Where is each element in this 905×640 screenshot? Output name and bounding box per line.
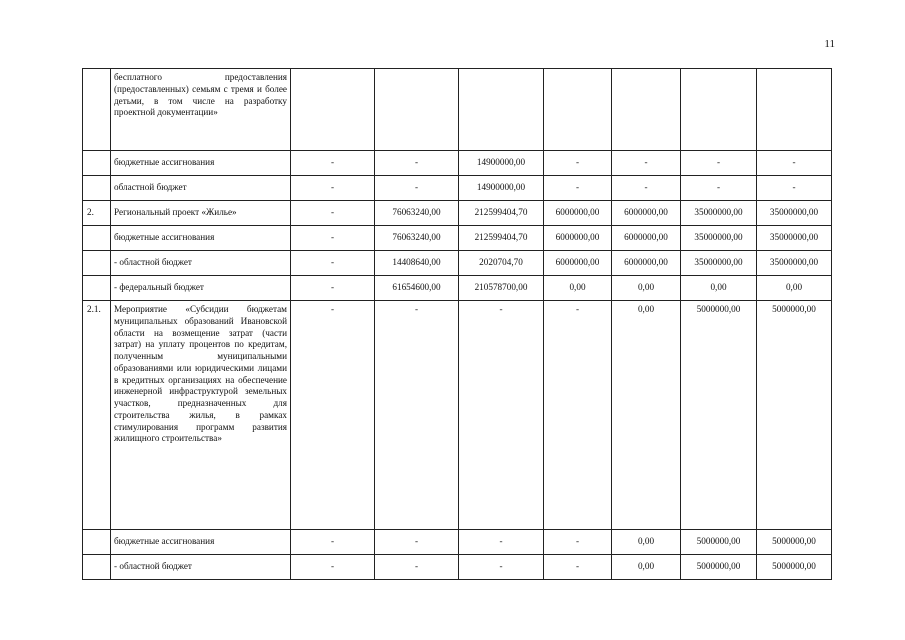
cell-value: 35000000,00 (757, 201, 832, 226)
cell-value: - (757, 176, 832, 201)
cell-value: 6000000,00 (612, 251, 681, 276)
cell-value: - (544, 151, 612, 176)
table-row (83, 226, 832, 251)
row-index (83, 69, 111, 151)
cell-value: - (757, 151, 832, 176)
row-label: бесплатного предоставления (предоставленных) семьям с тремя и более детьми, в том числе на разработку проектной документации» (111, 69, 291, 151)
cell-value: 0,00 (612, 530, 681, 555)
cell-value (681, 69, 757, 151)
cell-value: 5000000,00 (681, 555, 757, 580)
row-index: 2. (83, 201, 111, 226)
cell-value: 0,00 (612, 555, 681, 580)
cell-value: - (291, 276, 375, 301)
cell-value: - (291, 201, 375, 226)
cell-value: 5000000,00 (757, 530, 832, 555)
page-number: 11 (824, 38, 835, 50)
row-label: - федеральный бюджет (111, 276, 291, 301)
budget-table (82, 68, 832, 580)
table-row (83, 176, 832, 201)
cell-value: 76063240,00 (375, 201, 459, 226)
table-row (83, 276, 832, 301)
cell-value: 0,00 (612, 276, 681, 301)
cell-value: 61654600,00 (375, 276, 459, 301)
cell-value: 0,00 (544, 276, 612, 301)
row-label: Мероприятие «Субсидии бюджетам муниципальных образований Ивановской области на возмещение затрат (части затрат) на уплату процентов по кредитам, полученным муниципальными образованиями или юридическими лицами в кредитных организациях на обеспечение инженерной инфраструктурой земельных участков, предназначенных для строительства жилья, в рамках стимулирования программ развития жилищного строительства» (111, 301, 291, 530)
cell-value: 0,00 (681, 276, 757, 301)
table-row (83, 69, 832, 151)
cell-value: - (291, 226, 375, 251)
cell-value: 5000000,00 (681, 530, 757, 555)
cell-value: - (375, 301, 459, 530)
cell-value: 5000000,00 (757, 555, 832, 580)
cell-value: 6000000,00 (544, 201, 612, 226)
cell-value (459, 69, 544, 151)
cell-value (757, 69, 832, 151)
table-row (83, 555, 832, 580)
cell-value: 35000000,00 (757, 251, 832, 276)
table-row (83, 251, 832, 276)
cell-value: - (612, 151, 681, 176)
cell-value: - (544, 176, 612, 201)
cell-value: 210578700,00 (459, 276, 544, 301)
row-index (83, 226, 111, 251)
row-label: - областной бюджет (111, 251, 291, 276)
cell-value: - (544, 301, 612, 530)
table-row (83, 530, 832, 555)
cell-value: 6000000,00 (612, 226, 681, 251)
cell-value: - (681, 151, 757, 176)
table-row (83, 201, 832, 226)
row-label: Региональный проект «Жилье» (111, 201, 291, 226)
cell-value: 5000000,00 (757, 301, 832, 530)
row-index (83, 251, 111, 276)
cell-value: - (375, 176, 459, 201)
row-index: 2.1. (83, 301, 111, 530)
row-index (83, 530, 111, 555)
cell-value (375, 69, 459, 151)
row-label: областной бюджет (111, 176, 291, 201)
cell-value: - (459, 530, 544, 555)
cell-value (291, 69, 375, 151)
row-index (83, 555, 111, 580)
row-index (83, 151, 111, 176)
cell-value: 35000000,00 (681, 201, 757, 226)
cell-value: - (459, 301, 544, 530)
cell-value: - (291, 530, 375, 555)
cell-value: - (681, 176, 757, 201)
cell-value: 6000000,00 (612, 201, 681, 226)
row-index (83, 276, 111, 301)
row-index (83, 176, 111, 201)
cell-value: - (291, 555, 375, 580)
cell-value: - (375, 151, 459, 176)
cell-value: 0,00 (612, 301, 681, 530)
cell-value: 35000000,00 (681, 226, 757, 251)
cell-value: - (375, 530, 459, 555)
row-label: бюджетные ассигнования (111, 151, 291, 176)
row-label: бюджетные ассигнования (111, 226, 291, 251)
cell-value: 5000000,00 (681, 301, 757, 530)
row-label: - областной бюджет (111, 555, 291, 580)
cell-value: - (459, 555, 544, 580)
cell-value: - (544, 530, 612, 555)
cell-value: - (375, 555, 459, 580)
cell-value: - (544, 555, 612, 580)
cell-value: 2020704,70 (459, 251, 544, 276)
cell-value: - (291, 251, 375, 276)
cell-value: 14900000,00 (459, 176, 544, 201)
cell-value: - (291, 151, 375, 176)
cell-value: 35000000,00 (757, 226, 832, 251)
table-row (83, 151, 832, 176)
cell-value: - (291, 301, 375, 530)
cell-value: 6000000,00 (544, 226, 612, 251)
cell-value: 14408640,00 (375, 251, 459, 276)
row-label: бюджетные ассигнования (111, 530, 291, 555)
table-row (83, 301, 832, 530)
cell-value: 0,00 (757, 276, 832, 301)
cell-value: 14900000,00 (459, 151, 544, 176)
cell-value (544, 69, 612, 151)
cell-value: 212599404,70 (459, 201, 544, 226)
cell-value: 6000000,00 (544, 251, 612, 276)
cell-value: - (612, 176, 681, 201)
cell-value: 76063240,00 (375, 226, 459, 251)
cell-value: - (291, 176, 375, 201)
cell-value: 212599404,70 (459, 226, 544, 251)
cell-value (612, 69, 681, 151)
cell-value: 35000000,00 (681, 251, 757, 276)
